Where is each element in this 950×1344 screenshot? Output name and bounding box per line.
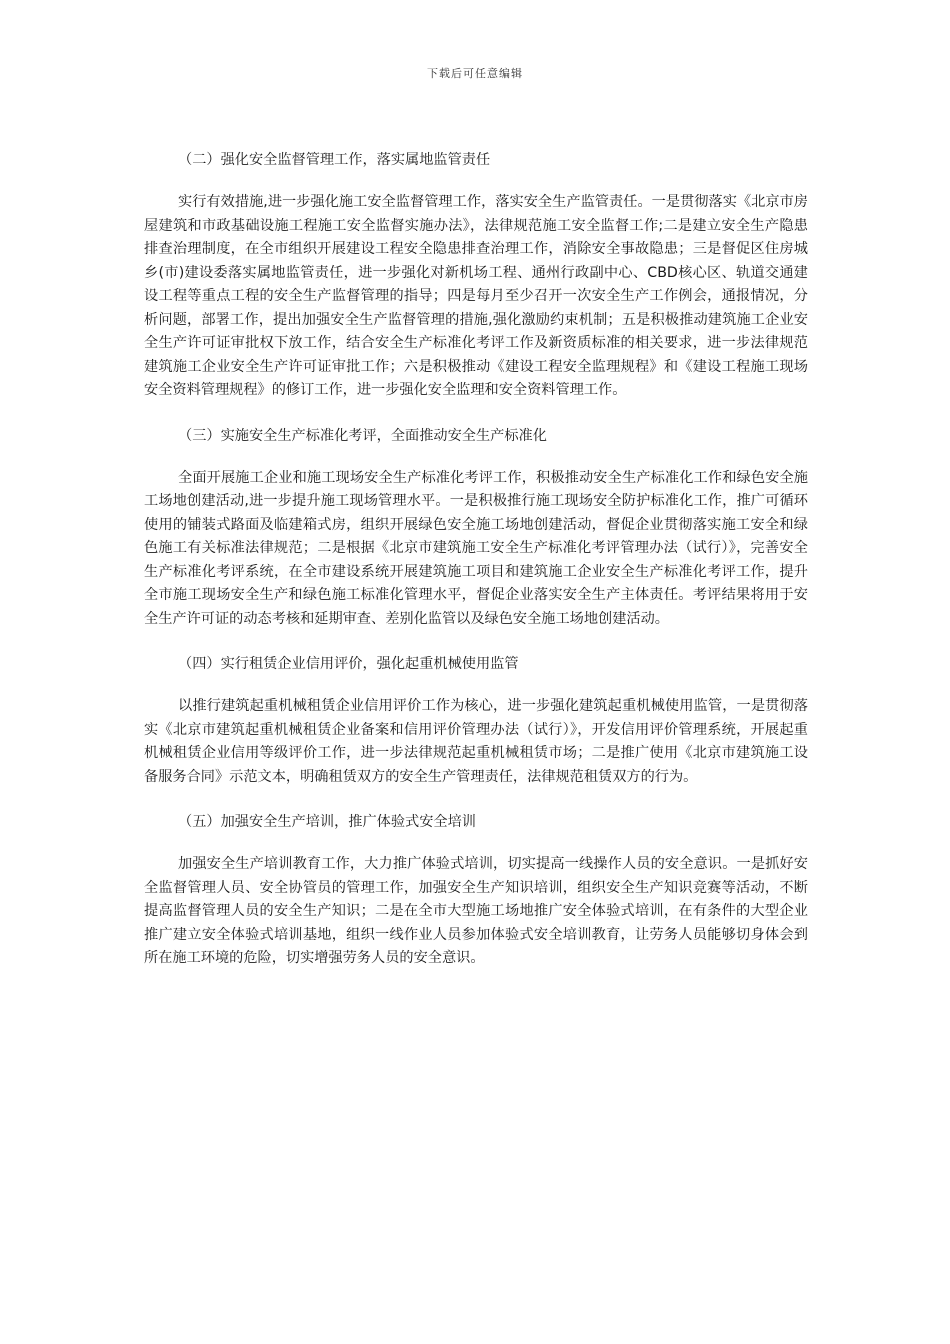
- section-paragraph: 全面开展施工企业和施工现场安全生产标准化考评工作，积极推动安全生产标准化工作和绿色安全施工场地创建活动,进一步提升施工现场管理水平。一是积极推行施工现场安全防护标准化工作，推广可循环使用的铺装式路面及临建箱式房，组织开展绿色安全施工场地创建活动，督促企业贯彻落实施工安全和绿色施工有关标准法律规范；二是根据《北京市建筑施工安全生产标准化考评管理办法（试行）》，完善安全生产标准化考评系统，在全市建设系统开展建筑施工项目和建筑施工企业安全生产标准化考评工作，提升全市施工现场安全生产和绿色施工标准化管理水平，督促企业落实安全生产主体责任。考评结果将用于安全生产许可证的动态考核和延期审查、差别化监管以及绿色安全施工场地创建活动。: [144, 469, 808, 627]
- document-body: [144, 146, 808, 971]
- section-paragraph: 以推行建筑起重机械租赁企业信用评价工作为核心，进一步强化建筑起重机械使用监管，一是贯彻落实《北京市建筑起重机械租赁企业备案和信用评价管理办法（试行）》，开发信用评价管理系统，开展起重机械租赁企业信用等级评价工作，进一步法律规范起重机械租赁市场；二是推广使用《北京市建筑施工设备服务合同》示范文本，明确租赁双方的安全生产管理责任，法律规范租赁双方的行为。: [144, 698, 808, 785]
- section-heading: （三）实施安全生产标准化考评，全面推动安全生产标准化: [178, 427, 547, 444]
- section-heading: （四）实行租赁企业信用评价，强化起重机械使用监管: [178, 656, 519, 672]
- editable-note-header: 下载后可任意编辑: [427, 67, 523, 80]
- section-paragraph: 加强安全生产培训教育工作，大力推广体验式培训，切实提高一线操作人员的安全意识。一是抓好安全监督管理人员、安全协管员的管理工作，加强安全生产知识培训，组织安全生产知识竞赛等活动，不断提高监督管理人员的安全生产知识；二是在全市大型施工场地推广安全体验式培训，在有条件的大型企业推广建立安全体验式培训基地，组织一线作业人员参加体验式安全培训教育，让劳务人员能够切身体会到所在施工环境的危险，切实增强劳务人员的安全意识。: [144, 856, 808, 966]
- section-heading: （五）加强安全生产培训，推广体验式安全培训: [178, 814, 476, 830]
- section-heading: （二）强化安全监督管理工作，落实属地监管责任: [178, 152, 491, 168]
- section-paragraph: 实行有效措施,进一步强化施工安全监督管理工作，落实安全生产监管责任。一是贯彻落实《北京市房屋建筑和市政基础设施工程施工安全监督实施办法》，法律规范施工安全监督工作;二是建立安全生产隐患排查治理制度，在全市组织开展建设工程安全隐患排查治理工作，消除安全事故隐患；三是督促区住房城乡(市)建设委落实属地监管责任，进一步强化对新机场工程、通州行政副中心、CBD核心区、轨道交通建设工程等重点工程的安全生产监督管理的指导；四是每月至少召开一次安全生产工作例会，通报情况，分析问题，部署工作，提出加强安全生产监督管理的措施,强化激励约束机制；五是积极推动建筑施工企业安全生产许可证审批权下放工作，结合安全生产标准化考评工作及新资质标准的相关要求，进一步法律规范建筑施工企业安全生产许可证审批工作；六是积极推动《建设工程安全监理规程》和《建设工程施工现场安全资料管理规程》的修订工作，进一步强化安全监理和安全资料管理工作。: [144, 194, 808, 398]
